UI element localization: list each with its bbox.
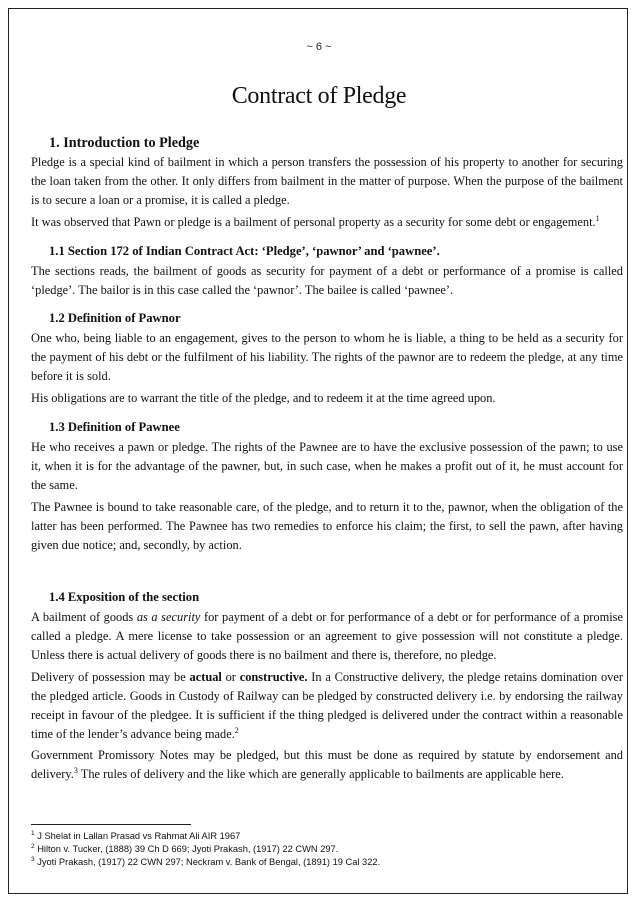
paragraph-section-172: The sections reads, the bailment of goods as security for payment of a debt or performance of a promise is called ‘pledge’. The bailor is in this case called the ‘pawnor’. The bailee is called ‘pawnee’. xyxy=(31,264,623,297)
footnote-2-text: Hilton v. Tucker, (1888) 39 Ch D 669; Jyoti Prakash, (1917) 22 CWN 297. xyxy=(34,844,339,854)
paragraph-intro-1: Pledge is a special kind of bailment in which a person transfers the possession of his property to another for securing the loan taken from the other. It only differs from bailment in the matter of purpose. When the purpose of the bailment is to secure a loan or a promise, it is called a pledge. xyxy=(31,155,623,207)
exposition-3-start: Government Promissory Notes may be pledged, but this must be done as required by statute by endorsement and delivery. xyxy=(31,748,623,781)
paragraph-exposition-3 xyxy=(31,746,623,784)
exposition-1-start: A bailment of goods xyxy=(31,610,137,624)
paragraph-intro-2 xyxy=(31,213,623,232)
footnote-ref-3: 3 xyxy=(73,765,78,775)
heading-introduction: 1. Introduction to Pledge xyxy=(49,135,200,151)
heading-definition-pawnor: 1.2 Definition of Pawnor xyxy=(49,311,181,325)
exposition-1-emphasis: as a security xyxy=(136,610,201,624)
paragraph-intro-2-text: It was observed that Pawn or pledge is a bailment of personal property as a security for some debt or engagement. xyxy=(31,215,596,229)
heading-exposition: 1.4 Exposition of the section xyxy=(49,590,200,604)
page-title: Contract of Pledge xyxy=(231,83,407,109)
paragraph-pawnor-2: His obligations are to warrant the title of the pledge, and to redeem it at the time agreed upon. xyxy=(31,391,496,405)
footnote-ref-1: 1 xyxy=(595,213,600,223)
exposition-2-or: or xyxy=(221,670,240,684)
page-number: ~ 6 ~ xyxy=(306,41,332,53)
heading-definition-pawnee: 1.3 Definition of Pawnee xyxy=(49,420,180,434)
exposition-2-end: In a Constructive delivery, the pledge retains domination over the pledged article. Goods in Custody of Railway can be pledged by constructed delivery i.e. by endorsing the railway receipt in favour of the pledgee. It is sufficient if the thing pledged is delivered under the contract within a reasonable time of the lender’s advance being made. xyxy=(31,670,623,741)
paragraph-pawnor-1: One who, being liable to an engagement, gives to the person to whom he is liable, a thing to be held as a security for the payment of his debt or the fulfilment of his liability. The rights of the pawnor are to redeem the pledge, at any time before it is sold. xyxy=(31,331,623,383)
footnote-3-number: 3 xyxy=(31,855,35,863)
footnote-1 xyxy=(31,830,240,842)
footnote-1-number: 1 xyxy=(31,829,35,837)
heading-section-172: 1.1 Section 172 of Indian Contract Act: ‘Pledge’, ‘pawnor’ and ‘pawnee’. xyxy=(49,244,440,258)
paragraph-exposition-1 xyxy=(31,608,623,665)
term-actual: actual xyxy=(189,670,222,684)
footnote-2 xyxy=(31,843,338,855)
footnote-2-number: 2 xyxy=(31,842,35,850)
exposition-1-end: for payment of a debt or for performance of a debt or for performance of a promise called a pledge. A mere license to take possession or an agreement to give possession will not constitute a pledge. Unless there is actual delivery of goods there is no bailment and there is, therefore, no pledge. xyxy=(31,610,623,662)
footnote-3 xyxy=(31,856,380,868)
footnote-1-text: J Shelat in Lallan Prasad vs Rahmat Ali AIR 1967 xyxy=(34,831,241,841)
exposition-3-end: The rules of delivery and the like which are generally applicable to bailments are applicable here. xyxy=(77,767,564,781)
paragraph-pawnee-2: The Pawnee is bound to take reasonable care, of the pledge, and to return it to the, pawnor, when the obligation of the latter has been performed. The Pawnee has two remedies to enforce his claim; the first, to sell the pawn, after having given due notice; and, secondly, by action. xyxy=(31,500,623,552)
footnote-divider xyxy=(31,824,191,825)
paragraph-exposition-2 xyxy=(31,668,623,744)
exposition-2-start: Delivery of possession may be xyxy=(31,670,190,684)
footnote-3-text: Jyoti Prakash, (1917) 22 CWN 297; Neckram v. Bank of Bengal, (1891) 19 Cal 322. xyxy=(34,857,381,867)
document-page xyxy=(8,8,628,894)
term-constructive: constructive. xyxy=(239,670,308,684)
footnote-ref-2: 2 xyxy=(234,725,239,735)
paragraph-pawnee-1: He who receives a pawn or pledge. The rights of the Pawnee are to have the exclusive possession of the pawn; to use it, when it is for the advantage of the pawner, but, in such case, when he makes a profit out of it, he must account for the same. xyxy=(31,440,623,492)
